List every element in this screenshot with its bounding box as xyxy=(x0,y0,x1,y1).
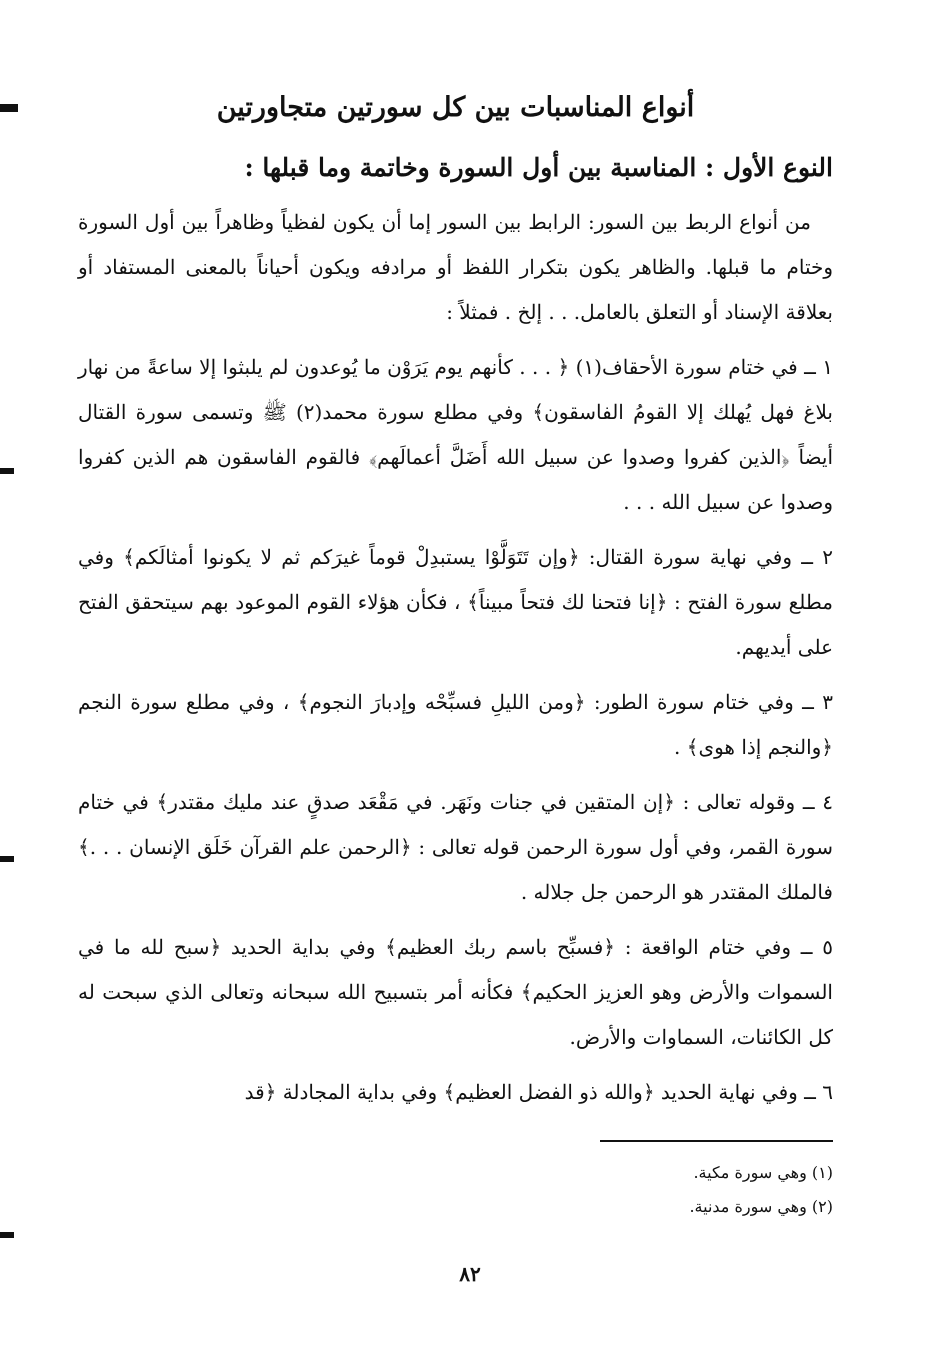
example-paragraph-2: ٢ ــ وفي نهاية سورة القتال: ﴿وإن تَتَوَلَّوْا يستبدِلْ قوماً غيرَكم ثم لا يكونوا أمثالَكم﴾ وفي مطلع سورة الفتح : ﴿إنا فتحنا لك فتحاً مبيناً﴾ ، فكأن هؤلاء القوم الموعود بهم سيتحقق الفتح على أيديهم. xyxy=(78,545,833,659)
footnotes xyxy=(600,1140,833,1224)
example-paragraph-6: ٦ ــ وفي نهاية الحديد ﴿والله ذو الفضل العظيم﴾ وفي بداية المجادلة ﴿قد xyxy=(244,1080,833,1104)
page-body xyxy=(78,88,833,1125)
example-paragraph-3: ٣ ــ وفي ختام سورة الطور: ﴿ومن الليلِ فسبِّحْه وإدبارَ النجوم﴾ ، وفي مطلع سورة النجم ﴿والنجم إذا هوى﴾ . xyxy=(78,690,833,759)
footnote-1: (١) وهي سورة مكية. xyxy=(693,1163,833,1182)
example-paragraph-1: ١ ــ في ختام سورة الأحقاف(١) ﴿ . . . كأنهم يوم يَرَوْن ما يُوعدون لم يلبثوا إلا ساعةً من نهار بلاغ فهل يُهلك إلا القومُ الفاسقون﴾ وفي مطلع سورة محمد(٢) ﷺ وتسمى سورة القتال أيضاً ﴿الذين كفروا وصدوا عن سبيل الله أَضَلَّ أعمالَهم﴾ فالقوم الفاسقون هم الذين كفروا وصدوا عن سبيل الله . . . xyxy=(78,355,833,514)
scan-mark xyxy=(0,104,18,112)
example-paragraph-5: ٥ ــ وفي ختام الواقعة : ﴿فسبِّح باسم ربك العظيم﴾ وفي بداية الحديد ﴿سبح لله ما في السموات والأرض وهو العزيز الحكيم﴾ فكأنه أمر بتسبيح الله سبحانه وتعالى الذي سبحت له كل الكائنات، السماوات والأرض. xyxy=(78,935,833,1049)
page-number: ٨٢ xyxy=(459,1262,481,1286)
footnote-2: (٢) وهي سورة مدنية. xyxy=(689,1197,833,1216)
intro-text: من أنواع الربط بين السور: الرابط بين السور إما أن يكون لفظياً وظاهراً بين أول السورة وختام ما قبلها. والظاهر يكون بتكرار اللفظ أو مرادفه ويكون أحياناً بالمعنى المستفاد أو بعلاقة الإسناد أو التعلق بالعامل. . . إلخ . فمثلاً : xyxy=(78,210,833,324)
intro-paragraph xyxy=(78,200,833,335)
section-heading: النوع الأول : المناسبة بين أول السورة وخاتمة وما قبلها : xyxy=(244,153,833,182)
page-title: أنواع المناسبات بين كل سورتين متجاورتين xyxy=(216,92,695,123)
example-paragraph-4: ٤ ــ وقوله تعالى : ﴿إن المتقين في جنات ونَهَر. في مَقْعَد صدقٍ عند مليك مقتدر﴾ في ختام سورة القمر، وفي أول سورة الرحمن قوله تعالى : ﴿الرحمن علم القرآن خَلَق الإنسان . . .﴾ فالملك المقتدر هو الرحمن جل جلاله . xyxy=(78,790,833,904)
scan-mark xyxy=(0,856,14,862)
scan-mark xyxy=(0,1232,14,1238)
scan-mark xyxy=(0,468,14,474)
